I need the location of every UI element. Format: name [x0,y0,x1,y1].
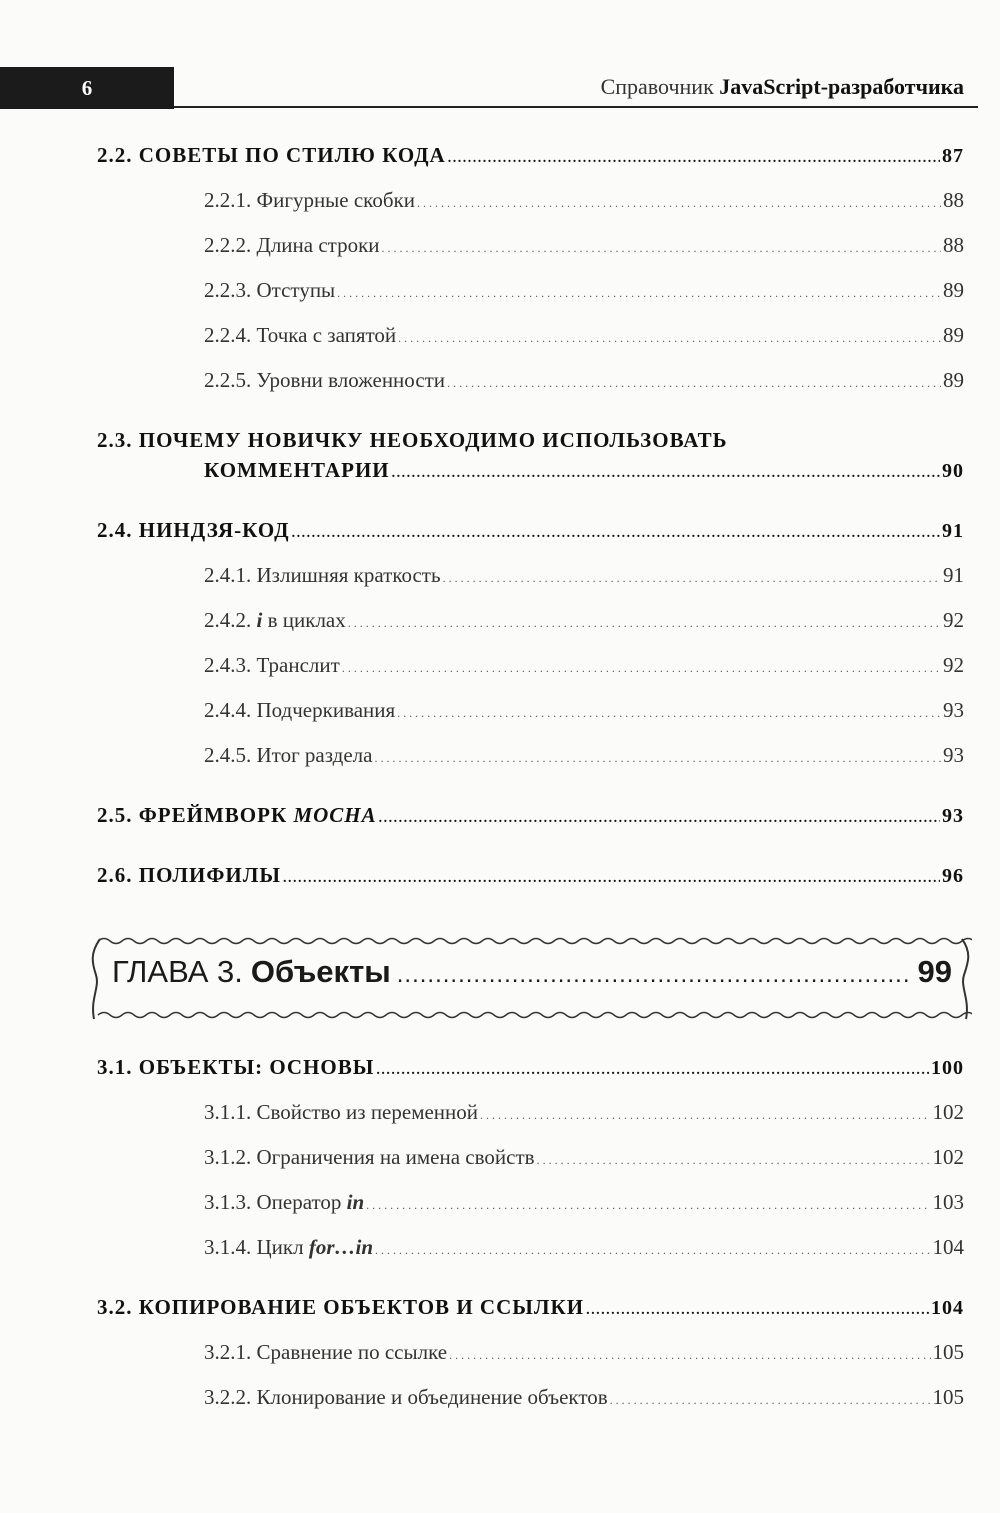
toc-leader [348,616,941,631]
toc-page: 89 [943,323,964,347]
toc-subsection-3-1-1[interactable] [204,1100,964,1125]
toc-leader [448,151,940,167]
toc-subsection-2-2-1[interactable] [204,188,964,213]
toc-title-italic: for…in [308,1235,374,1259]
toc-title: Свойство из переменной [256,1100,479,1124]
toc-num: 2.2.5. [204,368,252,392]
toc-leader [375,1243,930,1258]
toc-subsection-3-2-1[interactable] [204,1340,964,1365]
toc-leader [292,526,940,542]
toc-title: Сравнение по ссылке [256,1340,448,1364]
toc-title: СОВЕТЫ ПО СТИЛЮ КОДА [138,143,446,167]
toc-leader [379,811,940,827]
toc-title: Точка с запятой [256,323,397,347]
toc-page: 100 [931,1057,964,1079]
toc-title: КОММЕНТАРИИ [204,458,390,482]
toc-title: Отступы [256,278,336,302]
toc-page: 91 [943,563,964,587]
toc-num: 2.5. [97,803,133,827]
toc-num: 3.2.2. [204,1385,252,1409]
toc-title: ФРЕЙМВОРК [138,803,294,827]
running-header [601,74,964,100]
toc-title: Излишняя краткость [256,563,441,587]
toc-leader [382,241,941,256]
running-header-bold: JavaScript-разработчика [719,74,964,99]
toc-subsection-3-2-2[interactable] [204,1385,964,1410]
toc-leader [337,286,941,301]
toc-num: 3.1.4. [204,1235,252,1259]
toc-page: 89 [943,278,964,302]
toc-section-2-2[interactable] [97,143,964,168]
toc-num: 3.1.2. [204,1145,252,1169]
toc-page: 104 [932,1235,964,1259]
toc-title-italic: in [346,1190,365,1214]
running-header-prefix: Справочник [600,74,720,99]
toc-leader [398,331,941,346]
toc-leader [610,1393,931,1408]
toc-subsection-3-1-2[interactable] [204,1145,964,1170]
toc-page: 92 [943,608,964,632]
toc-page: 88 [943,188,964,212]
toc-leader [376,1063,929,1079]
toc-leader [366,1198,930,1213]
chapter-name: Объекты [250,954,391,989]
toc-page: 105 [932,1385,964,1409]
toc-num: 2.4.2. [204,608,252,632]
toc-title: Цикл [256,1235,309,1259]
toc-title: Итог раздела [256,743,373,767]
toc-leader [397,706,941,721]
toc-num: 2.2.4. [204,323,252,347]
toc-leader [443,571,941,586]
toc-title: Транслит [256,653,340,677]
toc-page: 103 [932,1190,964,1214]
toc-title: Длина строки [256,233,380,257]
toc-subsection-2-2-2[interactable] [204,233,964,258]
toc-section-2-3-line1[interactable] [97,428,964,453]
toc-page: 92 [943,653,964,677]
toc-leader [449,1348,930,1363]
toc-page: 93 [943,743,964,767]
toc-subsection-3-1-3[interactable] [204,1190,964,1215]
toc-num: 3.2. [97,1295,133,1319]
page-number: 6 [81,75,93,100]
toc-title: Уровни вложенности [256,368,446,392]
toc-section-2-4[interactable] [97,518,964,543]
toc-title: НИНДЗЯ-КОД [138,518,290,542]
toc-num: 2.4.4. [204,698,252,722]
toc-page: 87 [942,145,964,167]
toc-page: 93 [943,698,964,722]
toc-num: 3.2.1. [204,1340,252,1364]
toc-page: 93 [942,805,964,827]
page-number-tab [0,67,174,109]
toc-leader [447,376,941,391]
toc-num: 2.4.5. [204,743,252,767]
toc-section-2-3-line2[interactable] [204,458,964,483]
toc-leader [537,1153,931,1168]
toc-num: 2.3. [97,428,133,452]
toc-leader [586,1303,929,1319]
toc-section-2-5[interactable] [97,803,964,828]
toc-title-italic: i [256,608,263,632]
toc-subsection-2-4-2[interactable] [204,608,964,633]
toc-num: 3.1.1. [204,1100,252,1124]
toc-page: 102 [932,1145,964,1169]
toc-page: 91 [942,520,964,542]
toc-subsection-2-4-5[interactable] [204,743,964,768]
toc-num: 2.2.2. [204,233,252,257]
toc-num: 2.4.1. [204,563,252,587]
toc-subsection-2-4-3[interactable] [204,653,964,678]
chapter-label: ГЛАВА 3. [112,954,243,989]
toc-num: 2.2. [97,143,133,167]
toc-title: Подчеркивания [256,698,396,722]
toc-leader [342,661,941,676]
toc-page: 96 [942,865,964,887]
toc-title: КОПИРОВАНИЕ ОБЪЕКТОВ И ССЫЛКИ [138,1295,585,1319]
toc-title: Ограничения на имена свойств [256,1145,535,1169]
toc-page: 89 [943,368,964,392]
toc-subsection-2-4-1[interactable] [204,563,964,588]
chapter-3-entry[interactable] [112,954,952,990]
toc-leader [480,1108,930,1123]
toc-title: Клонирование и объединение объектов [256,1385,608,1409]
toc-subsection-3-1-4[interactable] [204,1235,964,1260]
toc-subsection-2-2-3[interactable] [204,278,964,303]
header-rule [174,106,978,108]
toc-page: 102 [932,1100,964,1124]
toc-title: ПОЧЕМУ НОВИЧКУ НЕОБХОДИМО ИСПОЛЬЗОВАТЬ [138,428,728,452]
toc-title: в циклах [262,608,346,632]
toc-leader [392,466,940,482]
toc-num: 3.1.3. [204,1190,252,1214]
toc-section-3-1[interactable] [97,1055,964,1080]
toc-num: 2.2.1. [204,188,252,212]
toc-title: Фигурные скобки [256,188,415,212]
toc-title: ОБЪЕКТЫ: ОСНОВЫ [138,1055,375,1079]
toc-page: 90 [942,460,964,482]
toc-subsection-2-4-4[interactable] [204,698,964,723]
chapter-page: 99 [917,954,952,989]
toc-num: 3.1. [97,1055,133,1079]
toc-leader [283,871,940,887]
toc-title: ПОЛИФИЛЫ [138,863,281,887]
toc-section-2-6[interactable] [97,863,964,888]
toc-subsection-2-2-4[interactable] [204,323,964,348]
toc-leader [397,961,912,989]
toc-leader [374,751,941,766]
toc-page: 105 [932,1340,964,1364]
toc-num: 2.2.3. [204,278,252,302]
toc-num: 2.4. [97,518,133,542]
toc-subsection-2-2-5[interactable] [204,368,964,393]
toc-page: 104 [931,1297,964,1319]
toc-title: Оператор [256,1190,347,1214]
toc-section-3-2[interactable] [97,1295,964,1320]
toc-leader [417,196,941,211]
toc-num: 2.6. [97,863,133,887]
toc-page: 88 [943,233,964,257]
toc-title-italic: MOCHA [293,803,377,827]
toc-num: 2.4.3. [204,653,252,677]
